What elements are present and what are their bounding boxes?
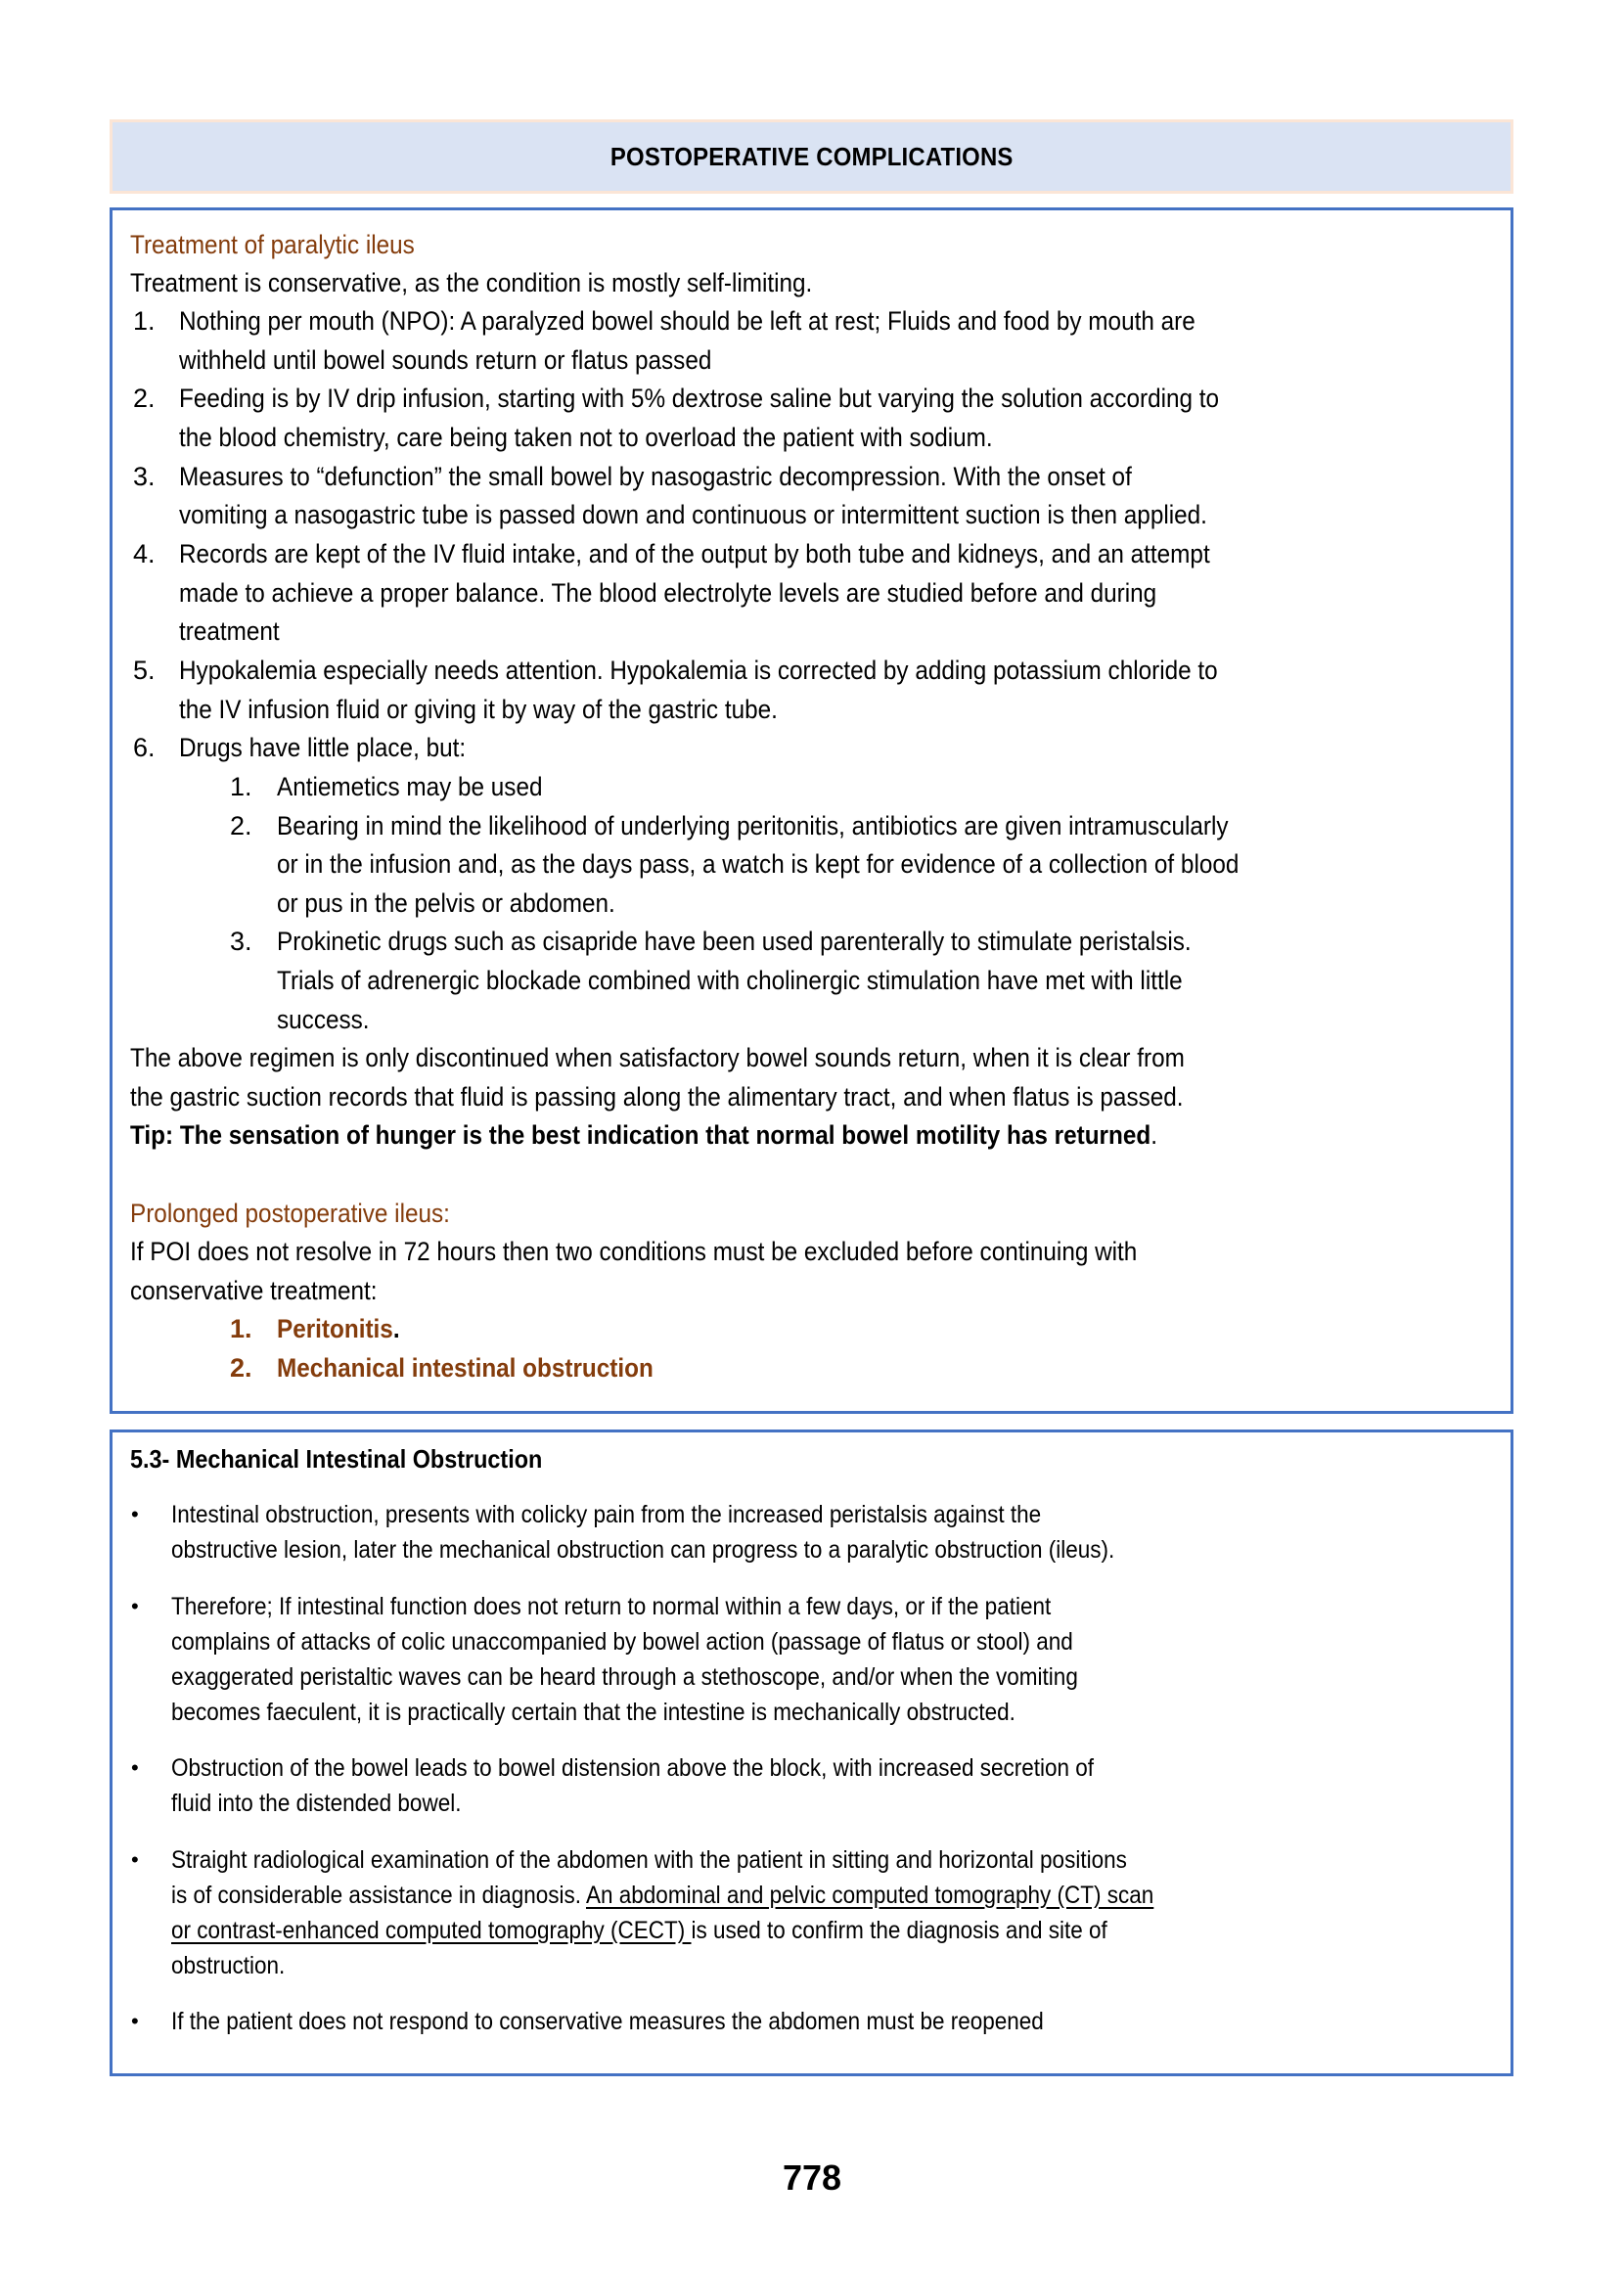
sublist-item-text: or in the infusion and, as the days pass, a watch is kept for evidence of a collection of blood [277, 849, 1240, 879]
list-item-text: Records are kept of the IV fluid intake, and of the output by both tube and kidneys, and an attempt [179, 539, 1210, 568]
bullet-text: Therefore; If intestinal function does not return to normal within a few days, or if the patient [171, 1593, 1052, 1620]
sublist-number: 2. [230, 811, 252, 840]
bullet-text: becomes faeculent, it is practically certain that the intestine is mechanically obstructed. [171, 1699, 1015, 1726]
bullet-text: is of considerable assistance in diagnosis. An abdominal and pelvic computed tomography (CT) scan [171, 1882, 1154, 1909]
section-heading-mechanical-obstruction: 5.3- Mechanical Intestinal Obstruction [130, 1444, 543, 1474]
sublist-number: 3. [230, 927, 252, 956]
list-item-text: withheld until bowel sounds return or flatus passed [179, 345, 712, 375]
list-item-text: Nothing per mouth (NPO): A paralyzed bowel should be left at rest; Fluids and food by mouth are [179, 306, 1195, 336]
page-header-banner [110, 119, 1513, 194]
closing-text: The above regimen is only discontinued when satisfactory bowel sounds return, when it is clear from [130, 1043, 1185, 1072]
sublist-item-text: Prokinetic drugs such as cisapride have been used parenterally to stimulate peristalsis. [277, 927, 1192, 956]
list-item-text: Measures to “defunction” the small bowel by nasogastric decompression. With the onset of [179, 462, 1132, 491]
condition-number: 1. [230, 1314, 252, 1343]
list-item-text: vomiting a nasogastric tube is passed down and continuous or intermittent suction is then applied. [179, 500, 1207, 529]
bullet-text: obstruction. [171, 1952, 286, 1979]
bullet-text: fluid into the distended bowel. [171, 1790, 462, 1817]
page-title: POSTOPERATIVE COMPLICATIONS [609, 141, 1014, 171]
list-number: 2. [133, 384, 156, 413]
page-number: 778 [782, 2157, 842, 2198]
sublist-item-text: or pus in the pelvis or abdomen. [277, 888, 615, 918]
bullet-text: Straight radiological examination of the abdomen with the patient in sitting and horizontal positions [171, 1846, 1127, 1874]
bullet-icon: • [131, 2009, 139, 2033]
list-number: 4. [133, 539, 156, 568]
list-number: 1. [133, 306, 156, 336]
tip-text: Tip: The sensation of hunger is the best indication that normal bowel motility has returned. [130, 1120, 1157, 1150]
list-item-text: the IV infusion fluid or giving it by way of the gastric tube. [179, 695, 778, 724]
condition-mechanical-obstruction: Mechanical intestinal obstruction [277, 1353, 654, 1383]
list-number: 3. [133, 462, 156, 491]
prolonged-ileus-text: conservative treatment: [130, 1276, 378, 1305]
sublist-number: 1. [230, 772, 252, 801]
ct-scan-underlined: An abdominal and pelvic computed tomography (CT) scan [585, 1882, 1154, 1909]
list-item-text: Drugs have little place, but: [179, 733, 467, 762]
closing-text: the gastric suction records that fluid is passing along the alimentary tract, and when flatus is passed. [130, 1082, 1184, 1112]
prolonged-ileus-heading: Prolonged postoperative ileus: [130, 1199, 450, 1228]
sublist-item-text: Bearing in mind the likelihood of underlying peritonitis, antibiotics are given intramuscularly [277, 811, 1229, 840]
sublist-item-text: success. [277, 1005, 370, 1034]
bullet-text: complains of attacks of colic unaccompanied by bowel action (passage of flatus or stool) and [171, 1628, 1073, 1656]
section-heading-paralytic-ileus: Treatment of paralytic ileus [130, 230, 415, 259]
cect-underlined: or contrast-enhanced computed tomography (CECT) [171, 1917, 692, 1944]
intro-text: Treatment is conservative, as the condition is mostly self-limiting. [130, 268, 813, 297]
list-number: 5. [133, 656, 156, 685]
list-item-text: made to achieve a proper balance. The blood electrolyte levels are studied before and during [179, 578, 1157, 608]
condition-peritonitis: Peritonitis. [277, 1314, 400, 1343]
bullet-icon: • [131, 1502, 139, 1526]
condition-number: 2. [230, 1353, 252, 1383]
bullet-text: obstructive lesion, later the mechanical obstruction can progress to a paralytic obstruction (ileus). [171, 1536, 1115, 1564]
bullet-text: exaggerated peristaltic waves can be heard through a stethoscope, and/or when the vomiting [171, 1663, 1078, 1691]
prolonged-ileus-text: If POI does not resolve in 72 hours then two conditions must be excluded before continuing with [130, 1237, 1138, 1266]
list-item-text: Hypokalemia especially needs attention. Hypokalemia is corrected by adding potassium chloride to [179, 656, 1218, 685]
bullet-icon: • [131, 1594, 139, 1618]
list-item-text: the blood chemistry, care being taken not to overload the patient with sodium. [179, 423, 993, 452]
bullet-icon: • [131, 1847, 139, 1872]
bullet-icon: • [131, 1755, 139, 1780]
list-item-text: Feeding is by IV drip infusion, starting with 5% dextrose saline but varying the solution according to [179, 384, 1220, 413]
bullet-text: or contrast-enhanced computed tomography (CECT) is used to confirm the diagnosis and site of [171, 1917, 1107, 1944]
bullet-text-reopen: If the patient does not respond to conservative measures the abdomen must be reopened [171, 2008, 1044, 2035]
list-number: 6. [133, 733, 156, 762]
list-item-text: treatment [179, 616, 280, 646]
bullet-text: Intestinal obstruction, presents with colicky pain from the increased peristalsis against the [171, 1501, 1042, 1528]
bullet-text: Obstruction of the bowel leads to bowel distension above the block, with increased secretion of [171, 1754, 1095, 1782]
sublist-item-text: Trials of adrenergic blockade combined with cholinergic stimulation have met with little [277, 966, 1183, 995]
sublist-item-text: Antiemetics may be used [277, 772, 543, 801]
